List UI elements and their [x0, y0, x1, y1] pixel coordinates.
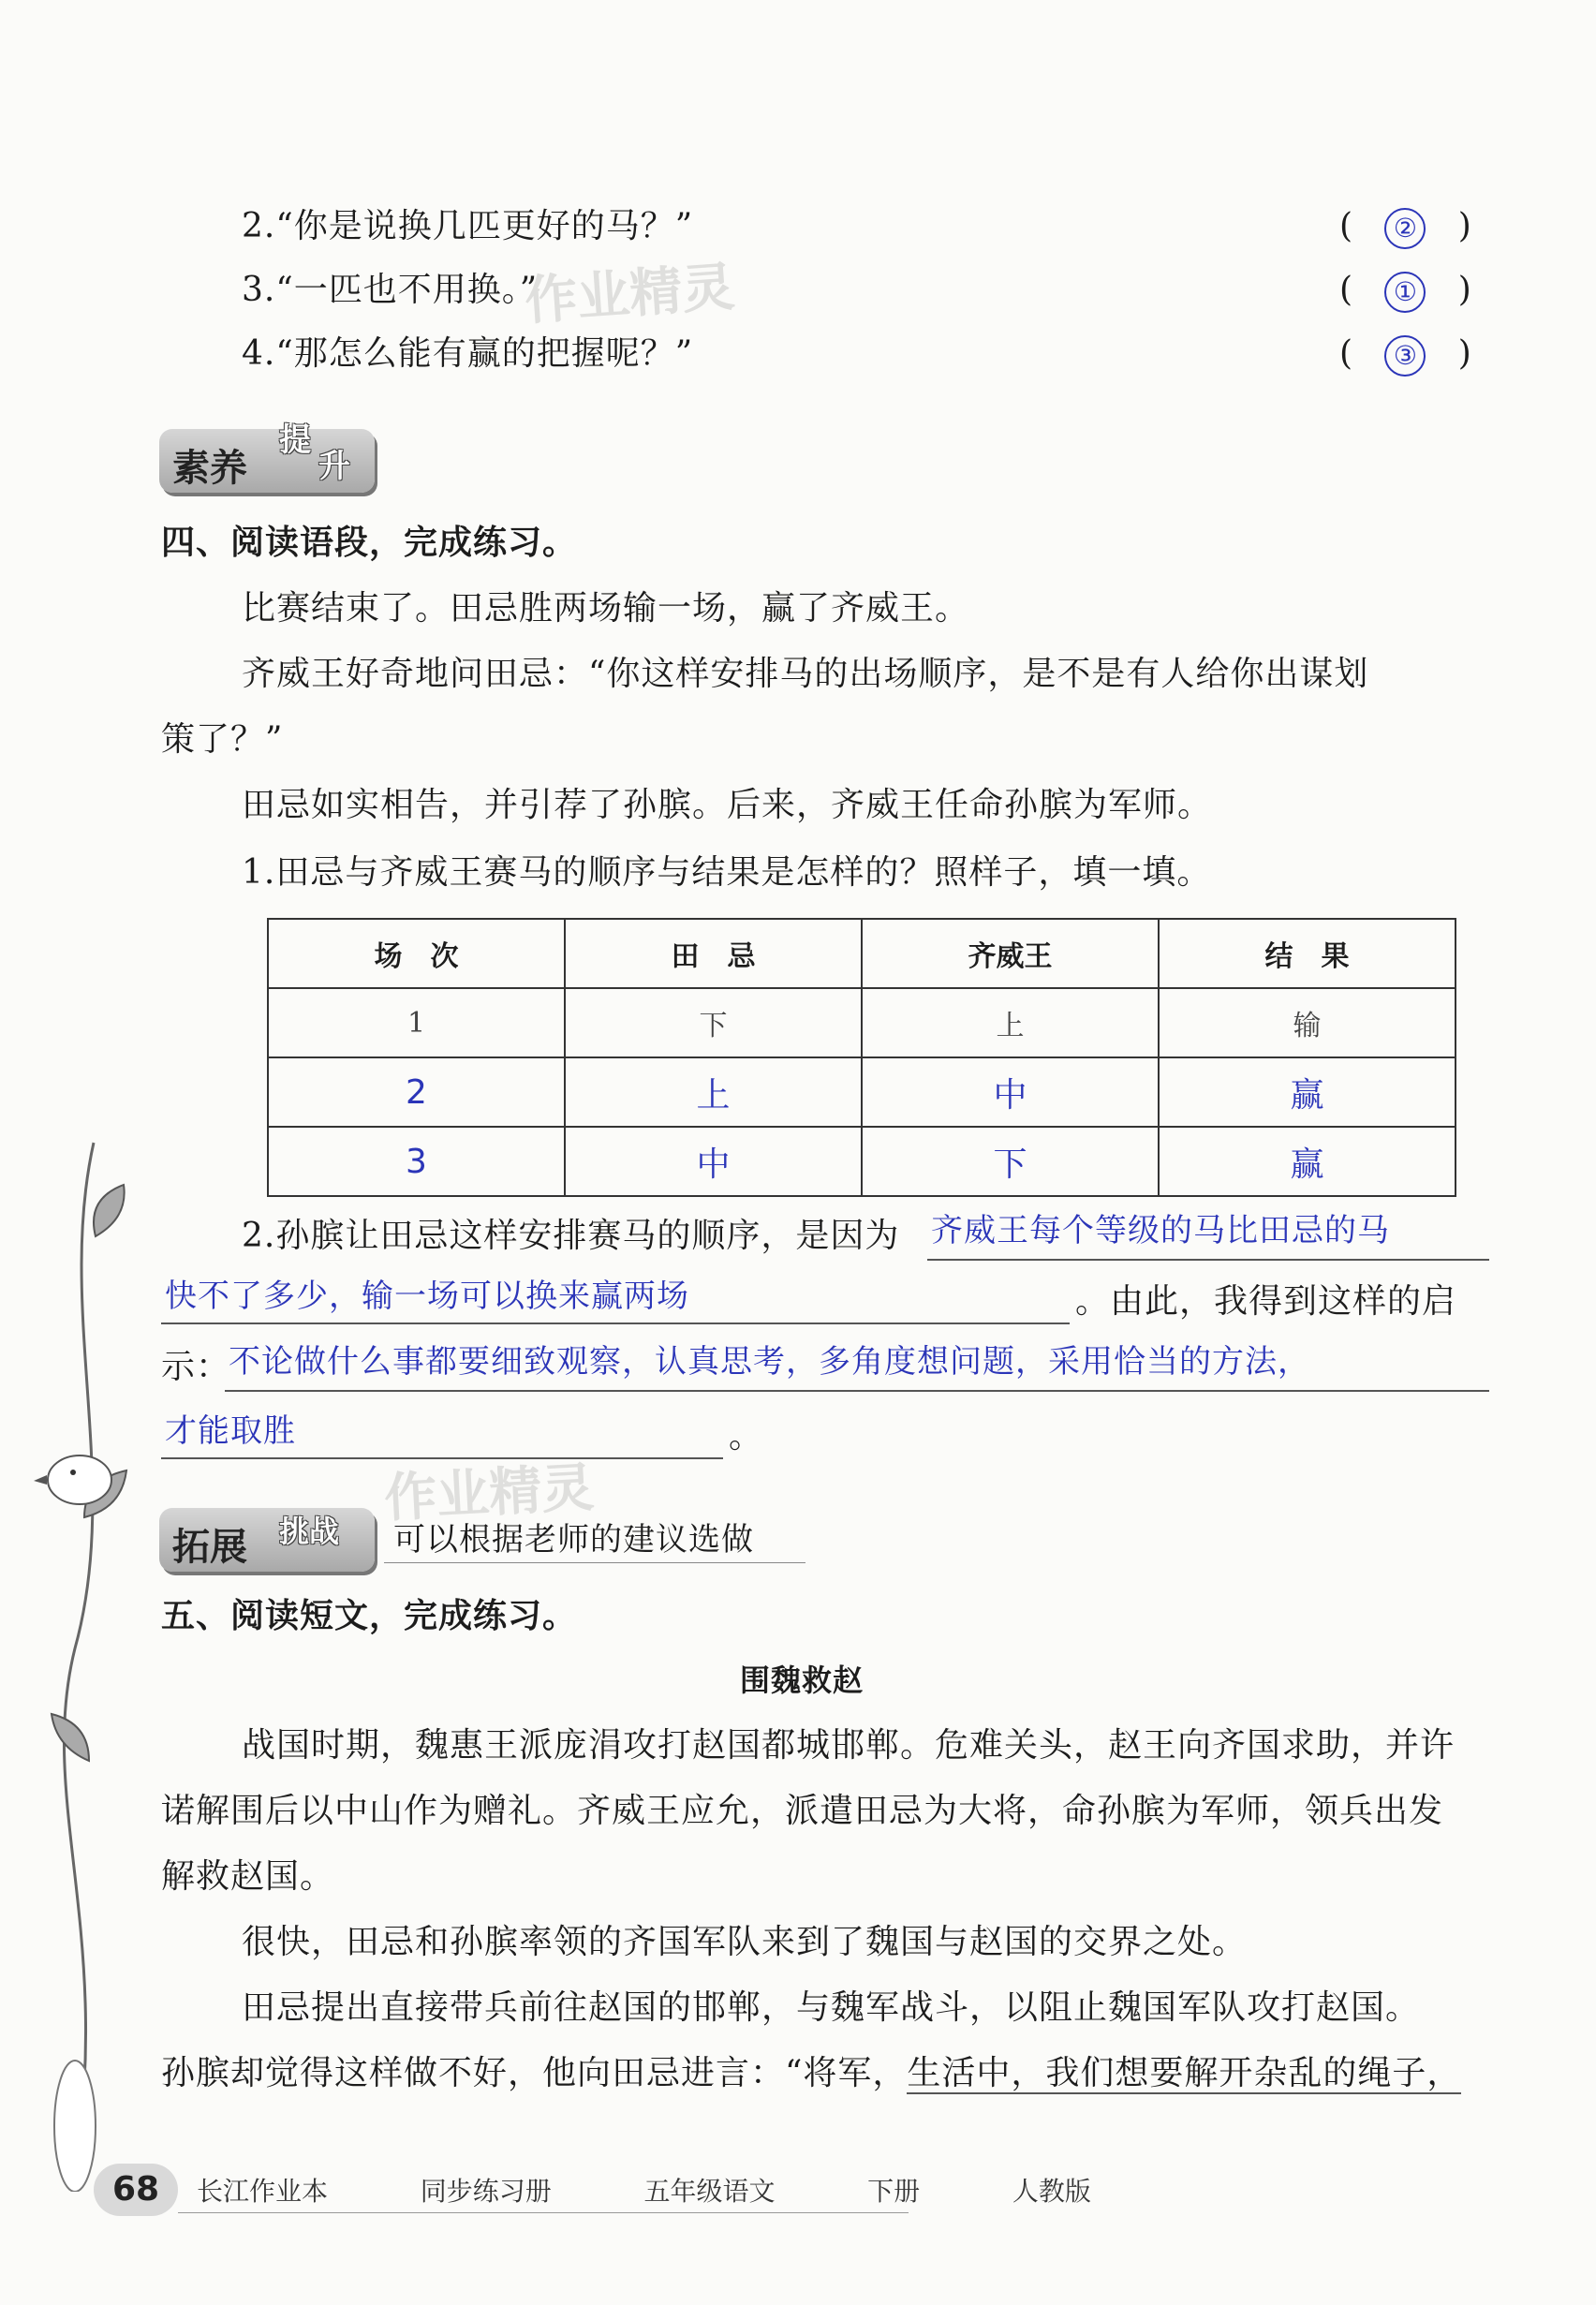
paragraph: 齐威王好奇地问田忌：“你这样安排马的出场顺序，是不是有人给你出谋划: [242, 655, 1369, 693]
table-header: 齐威王: [862, 919, 1159, 988]
answer-underline: [225, 1390, 1489, 1392]
handwritten-answer: 快不了多少，输一场可以换来赢两场: [165, 1278, 689, 1315]
table-header: 场 次: [268, 919, 565, 988]
watermark: 作业精灵: [382, 1457, 596, 1529]
answer-circle: ③: [1384, 335, 1426, 377]
answer-underline: [161, 1322, 1070, 1324]
section-heading: 五、阅读短文，完成练习。: [161, 1597, 578, 1635]
horse-race-table: [267, 918, 1456, 1197]
question-text: 。: [729, 1417, 764, 1455]
article-title: 围魏救赵: [740, 1662, 864, 1698]
section-badge-tuozhan: 拓展 挑战: [159, 1508, 375, 1572]
underlined-text: 生活中，我们想要解开杂乱的绳子，: [907, 2054, 1462, 2092]
paragraph: 田忌如实相告，并引荐了孙膑。后来，齐威王任命孙膑为军师。: [242, 786, 1213, 824]
paragraph: 很快，田忌和孙膑率领的齐国军队来到了魏国与赵国的交界之处。: [242, 1923, 1248, 1961]
table-row: [268, 988, 1456, 1057]
paragraph: 孙膑却觉得这样做不好，他向田忌进言：“将军，生活中，我们想要解开杂乱的绳子，: [161, 2054, 1462, 2092]
question-text: 。由此，我得到这样的启: [1075, 1282, 1457, 1321]
divider: [384, 1562, 805, 1563]
table-header: 田 忌: [565, 919, 862, 988]
table-cell: 赢: [1159, 1127, 1456, 1196]
handwritten-answer: 不论做什么事都要细致观察，认真思考，多角度想问题，采用恰当的方法，: [229, 1343, 1310, 1381]
section-badge-suyang: 素养 提 升: [159, 429, 375, 493]
table-cell: 输: [1159, 988, 1456, 1057]
answer-paren: ( ① ): [1339, 268, 1471, 313]
paragraph: 战国时期，魏惠王派庞涓攻打赵国都城邯郸。危难关头，赵王向齐国求助，并许: [242, 1726, 1456, 1765]
table-cell: 下: [565, 988, 862, 1057]
table-cell: 2: [268, 1057, 565, 1127]
table-cell: 赢: [1159, 1057, 1456, 1127]
question-text: 示：: [161, 1348, 231, 1386]
paragraph: 解救赵国。: [161, 1857, 335, 1896]
table-cell: 上: [862, 988, 1159, 1057]
answer-paren: ( ② ): [1339, 204, 1471, 249]
answer-circle: ①: [1384, 272, 1426, 313]
table-cell: 3: [268, 1127, 565, 1196]
q-item-4: 4.“那怎么能有赢的把握呢？”: [242, 334, 694, 373]
q-item-2: 2.“你是说换几匹更好的马？”: [242, 207, 694, 245]
paragraph: 策了？”: [161, 720, 284, 759]
table-cell: 上: [565, 1057, 862, 1127]
answer-underline: [927, 1259, 1489, 1261]
footer-rule: [178, 2212, 909, 2213]
handwritten-answer: 才能取胜: [165, 1412, 296, 1450]
table-header: 结 果: [1159, 919, 1456, 988]
table-row: [268, 1057, 1456, 1127]
paragraph: 田忌提出直接带兵前往赵国的邯郸，与魏军战斗，以阻止魏国军队攻打赵国。: [242, 1988, 1421, 2027]
table-cell: 下: [862, 1127, 1159, 1196]
watermark: 作业精灵: [523, 257, 737, 332]
badge-note: 可以根据老师的建议选做: [393, 1521, 754, 1559]
table-cell: 中: [862, 1057, 1159, 1127]
q-item-3: 3.“一匹也不用换。”: [242, 271, 539, 309]
table-cell: 中: [565, 1127, 862, 1196]
table-row: [268, 1127, 1456, 1196]
table-cell: 1: [268, 988, 565, 1057]
vine-decoration: [19, 1124, 131, 2192]
footer-text: 长江作业本 同步练习册 五年级语文 下册 人教版: [197, 2176, 1091, 2207]
answer-paren: ( ③ ): [1339, 332, 1471, 377]
paragraph: 诺解围后以中山作为赠礼。齐威王应允，派遣田忌为大将，命孙膑为军师，领兵出发: [161, 1792, 1444, 1830]
section-heading: 四、阅读语段，完成练习。: [161, 524, 578, 562]
page-number: 68: [94, 2164, 178, 2216]
paragraph: 比赛结束了。田忌胜两场输一场，赢了齐威王。: [242, 589, 970, 628]
question: 1.田忌与齐威王赛马的顺序与结果是怎样的？照样子，填一填。: [242, 853, 1212, 892]
handwritten-answer: 齐威王每个等级的马比田忌的马: [931, 1212, 1390, 1249]
answer-circle: ②: [1384, 208, 1426, 249]
question: 2.孙膑让田忌这样安排赛马的顺序，是因为: [242, 1217, 900, 1255]
table-header-row: [268, 919, 1456, 988]
